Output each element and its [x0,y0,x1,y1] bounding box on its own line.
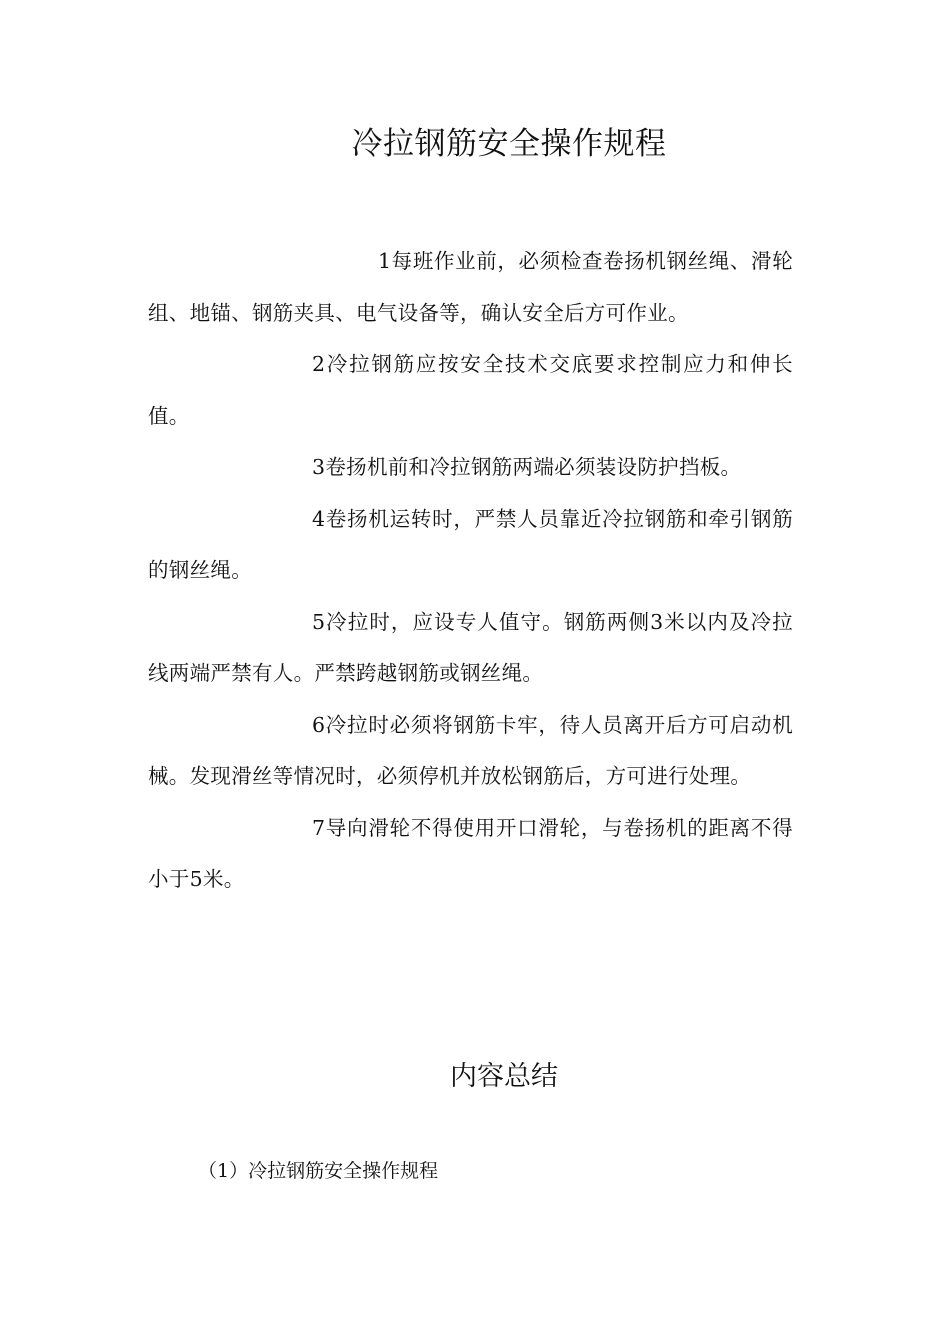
paragraph-2 [148,339,793,442]
paragraph-number: 4 [312,506,326,531]
summary-item: （1）冷拉钢筋安全操作规程 [198,1160,439,1182]
paragraph-3 [148,442,793,494]
paragraph-number: 2 [312,352,326,376]
paragraph-number: 5 [312,609,326,634]
paragraph-text: 卷扬机运转时，严禁人员靠近冷拉钢筋和牵引钢筋的钢丝绳。 [148,506,793,582]
paragraph-number: 7 [312,815,326,840]
paragraph-5 [148,597,793,700]
summary-title: 内容总结 [450,1061,558,1092]
paragraph-text: 卷扬机前和冷拉钢筋两端必须装设防护挡板。 [325,455,742,479]
paragraph-text: 每班作业前，必须检查卷扬机钢丝绳、滑轮组、地锚、钢筋夹具、电气设备等，确认安全后方可作业。 [148,249,793,325]
paragraph-1 [148,236,793,339]
paragraph-4 [148,494,793,597]
paragraph-text: 冷拉钢筋应按安全技术交底要求控制应力和伸长值。 [148,352,793,428]
document-title: 冷拉钢筋安全操作规程 [351,126,667,162]
paragraph-number: 1 [378,249,392,273]
paragraph-text: 导向滑轮不得使用开口滑轮，与卷扬机的距离不得小于5米。 [148,815,793,891]
document-body [148,236,793,906]
paragraph-number: 6 [312,712,326,737]
paragraph-number: 3 [312,455,326,479]
paragraph-6 [148,700,793,803]
paragraph-7 [148,803,793,906]
paragraph-text: 冷拉时，应设专人值守。钢筋两侧3米以内及冷拉线两端严禁有人。严禁跨越钢筋或钢丝绳。 [148,609,793,685]
paragraph-text: 冷拉时必须将钢筋卡牢，待人员离开后方可启动机械。发现滑丝等情况时，必须停机并放松钢筋后，方可进行处理。 [148,712,793,788]
